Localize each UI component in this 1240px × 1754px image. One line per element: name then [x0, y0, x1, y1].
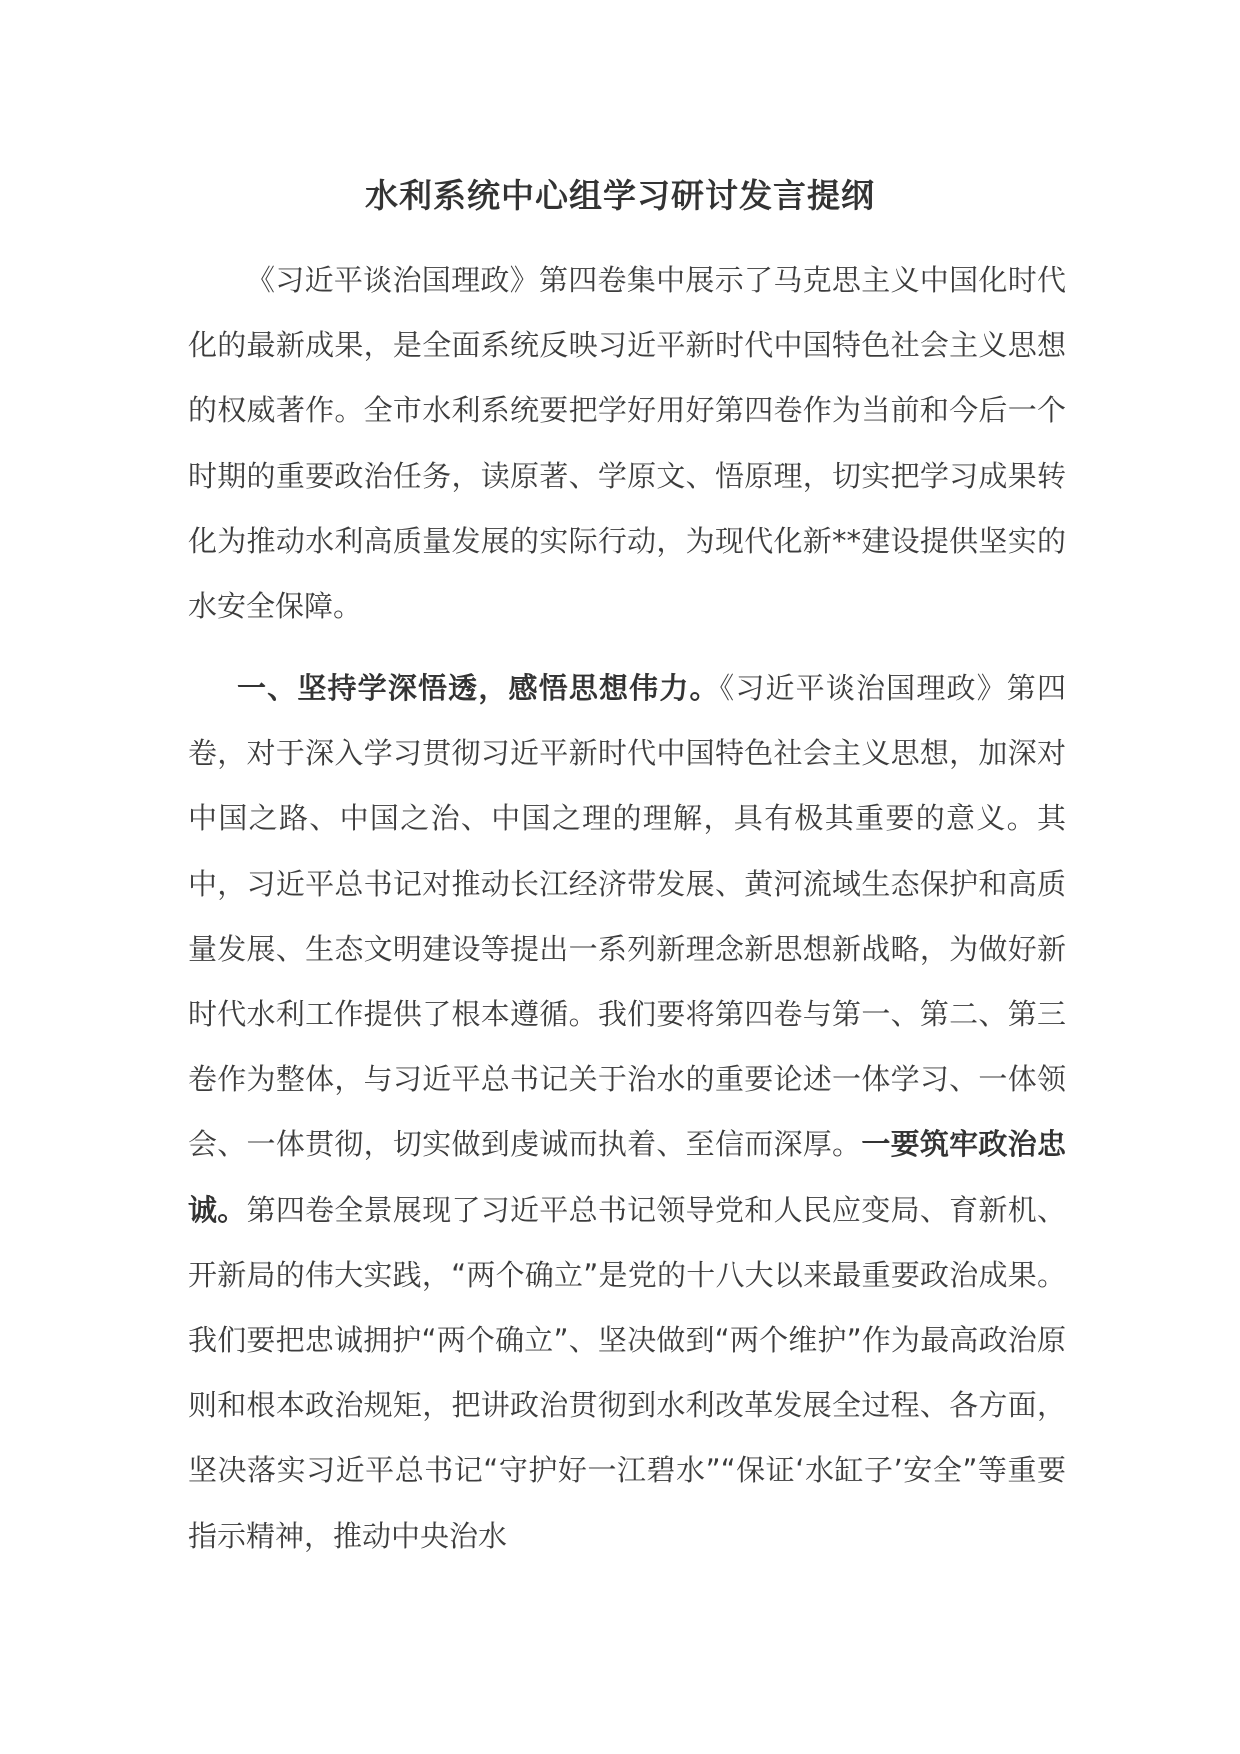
intro-paragraph: 《习近平谈治国理政》第四卷集中展示了马克思主义中国化时代化的最新成果，是全面系统反映习近平新时代中国特色社会主义思想的权威著作。全市水利系统要把学好用好第四卷作为当前和今后一个时期的重要政治任务，读原著、学原文、悟原理，切实把学习成果转化为推动水利高质量发展的实际行动，为现代化新**建设提供坚实的水安全保障。 — [188, 263, 1066, 624]
section-1-paragraph — [188, 656, 1066, 1569]
sub-text-1: 第四卷全景展现了习近平总书记领导党和人民应变局、育新机、开新局的伟大实践，“两个确立”是党的十八大以来最重要政治成果。我们要把忠诚拥护“两个确立”、坚决做到“两个维护”作为最高政治原则和根本政治规矩，把讲政治贯彻到水利改革发展全过程、各方面，坚决落实习近平总书记“守护好一江碧水”“保证‘水缸子’安全”等重要指示精神，推动中央治水 — [188, 1192, 1066, 1553]
section-1-text: 《习近平谈治国理政》第四卷，对于深入学习贯彻习近平新时代中国特色社会主义思想，加深对中国之路、中国之治、中国之理的理解，具有极其重要的意义。其中，习近平总书记对推动长江经济带发展、黄河流域生态保护和高质量发展、生态文明建设等提出一系列新理念新思想新战略，为做好新时代水利工作提供了根本遵循。我们要将第四卷与第一、第二、第三卷作为整体，与习近平总书记关于治水的重要论述一体学习、一体领会、一体贯彻，切实做到虔诚而执着、至信而深厚。 — [188, 671, 1066, 1162]
section-1-heading: 一、坚持学深悟透，感悟思想伟力。 — [237, 671, 720, 705]
sub-heading-1: 一要筑牢政治忠诚。 — [188, 1127, 1066, 1227]
document-title: 水利系统中心组学习研讨发言提纲 — [365, 176, 875, 215]
